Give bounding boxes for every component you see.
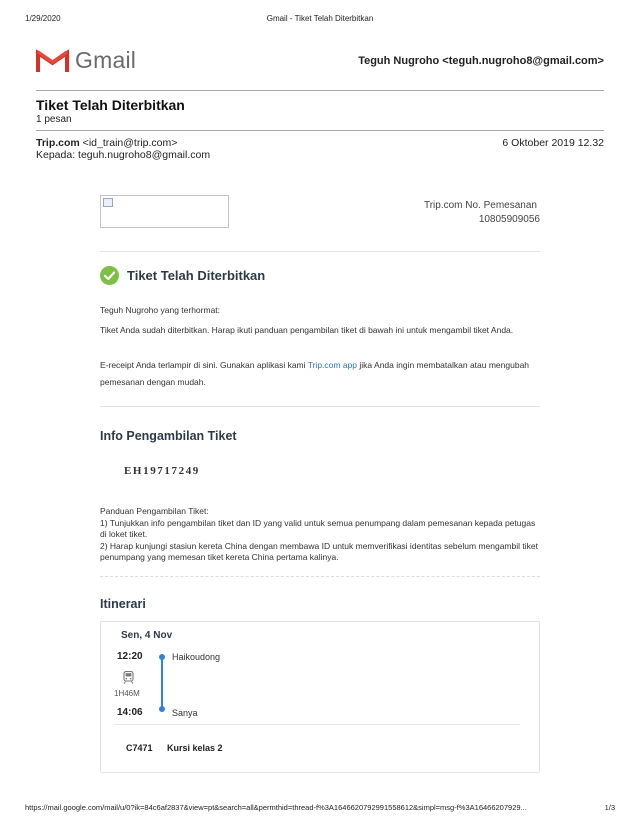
sender-name: Trip.com [36,137,80,149]
train-number: C7471 [126,743,153,753]
route-line [161,656,163,710]
message-count: 1 pesan [36,114,72,125]
booking-number: 10805909056 [478,214,540,225]
recipient: Kepada: teguh.nugroho8@gmail.com [36,149,211,161]
arrival-time: 14:06 [117,707,143,718]
ereceipt-text-end: jika Anda ingin membatalkan atau mengubah pemesanan dengan mudah. [100,360,530,387]
print-header [25,14,615,26]
departure-station: Haikoudong [172,652,221,662]
thread-subject: Tiket Telah Diterbitkan [36,97,185,113]
booking-label: Trip.com No. Pemesanan [423,200,537,211]
subject-divider [36,130,604,131]
issued-title: Tiket Telah Diterbitkan [127,268,266,283]
arrival-dot [159,706,165,712]
broken-image-icon [103,198,113,207]
gmail-m-icon [36,48,69,73]
ereceipt-message [100,357,540,391]
print-title: Gmail - Tiket Telah Diterbitkan [266,14,374,23]
travel-date: Sen, 4 Nov [121,630,173,641]
itinerary-title: Itinerari [100,597,146,611]
train-icon [123,671,134,689]
issued-heading [100,266,265,285]
message-date: 6 Oktober 2019 12.32 [502,137,604,149]
guide-title: Panduan Pengambilan Tiket: [100,506,209,516]
pickup-guide [100,506,540,564]
issued-message: Tiket Anda sudah diterbitkan. Harap ikuti panduan pengambilan tiket di bawah ini untuk mengambil tiket Anda. [100,325,514,335]
ereceipt-text-start: E-receipt Anda terlampir di sini. Gunakan aplikasi kami [100,360,308,370]
check-circle-icon [100,266,119,285]
gmail-logo[interactable] [36,47,136,74]
print-date: 1/29/2020 [25,14,61,23]
account-name: Teguh Nugroho <teguh.nugroho8@gmail.com> [358,55,604,67]
header-divider [36,90,604,91]
guide-step-2: 2) Harap kunjungi stasiun kereta China dengan membawa ID untuk memverifikasi identitas sebelum mengambil tiket penumpang yang memesan tiket kereta China pertama kalinya. [100,540,538,563]
section-divider [100,251,540,252]
seat-class: Kursi kelas 2 [167,743,223,753]
guide-step-1: 1) Tunjukkan info pengambilan tiket dan ID yang valid untuk semua penumpang dalam pemesanan kepada petugas di loket tiket. [100,517,536,540]
itinerary-card [100,621,540,773]
gmail-wordmark: Gmail [75,47,137,73]
pickup-code: EH19717249 [124,465,200,477]
page-url: https://mail.google.com/mail/u/0?ik=84c6af2837&view=pt&search=all&permthid=thread-f%3A1646620792991558612&simpl=msg-f%3A16466207929... [25,803,527,812]
section-divider [100,576,540,577]
sender-email: <id_train@trip.com> [79,137,178,149]
section-divider [100,406,540,407]
trip-app-link[interactable]: Trip.com app [307,360,358,370]
departure-time: 12:20 [117,651,143,662]
departure-dot [159,654,165,660]
sender [36,137,177,149]
arrival-station: Sanya [172,708,198,718]
itinerary-divider [114,724,519,725]
trip-logo-image [100,195,229,228]
greeting: Teguh Nugroho yang terhormat: [100,305,221,315]
page-number: 1/3 [604,803,615,812]
pickup-title: Info Pengambilan Tiket [100,429,237,443]
trip-duration: 1H46M [114,689,140,698]
